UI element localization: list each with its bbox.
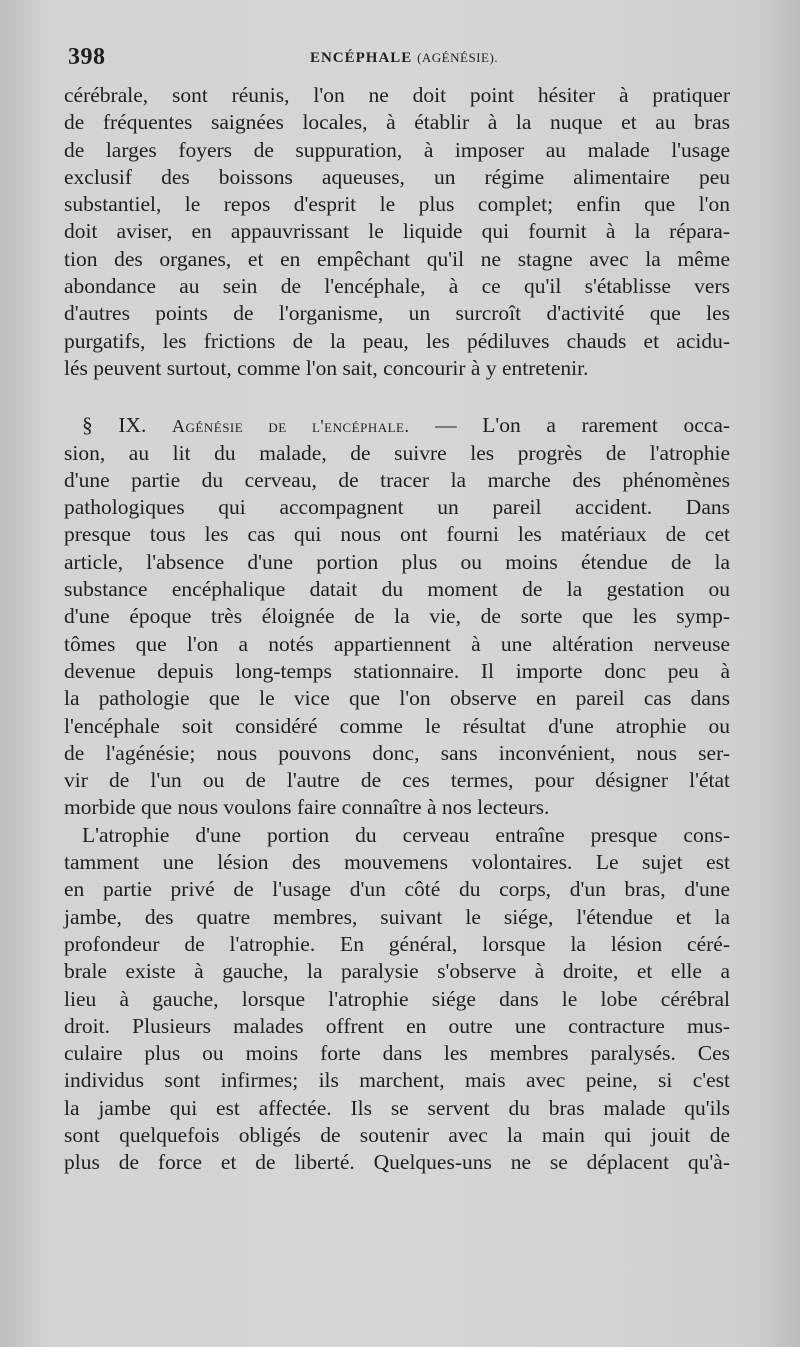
text-line: droit. Plusieurs malades offrent en outre une contracture mus-	[64, 1013, 730, 1038]
text-line: d'autres points de l'organisme, un surcroît d'activité que les	[64, 301, 730, 326]
text-line: abondance au sein de l'encéphale, à ce qu'il s'établisse vers	[64, 274, 730, 299]
text-line: substance encéphalique datait du moment de la gestation ou	[64, 577, 730, 602]
section-heading-line	[64, 412, 730, 439]
text-line: en partie privé de l'usage d'un côté du corps, d'un bras, d'une	[64, 877, 730, 902]
text-line: la pathologie que le vice que l'on observe en pareil cas dans	[64, 686, 730, 711]
page-header	[68, 44, 740, 78]
text-line: tion des organes, et en empêchant qu'il ne stagne avec la même	[64, 246, 730, 271]
section-first-text: L'on a rarement occa-	[482, 413, 731, 438]
text-line: culaire plus ou moins forte dans les membres paralysés. Ces	[64, 1041, 730, 1066]
text-line: article, l'absence d'une portion plus ou moins étendue de la	[64, 549, 730, 574]
text-line: doit aviser, en appauvrissant le liquide qui fournit à la répara-	[64, 219, 730, 244]
text-line: purgatifs, les frictions de la peau, les pédiluves chauds et acidu-	[64, 328, 730, 353]
text-line: d'une époque très éloignée de la vie, de sorte que les symp-	[64, 604, 730, 629]
section-dash: —	[435, 413, 457, 438]
section-ix	[64, 412, 730, 821]
text-line: de larges foyers de suppuration, à imposer au malade l'usage	[64, 137, 730, 162]
running-subtitle: (AGÉNÉSIE).	[417, 50, 499, 65]
running-head	[68, 50, 740, 67]
text-line: vir de l'un ou de l'autre de ces termes, pour désigner l'état	[64, 768, 730, 793]
text-line: morbide que nous voulons faire connaître à nos lecteurs.	[64, 795, 550, 820]
paragraph-3	[64, 822, 730, 1177]
text-line: substantiel, le repos d'esprit le plus complet; enfin que l'on	[64, 192, 730, 217]
text-line: pathologiques qui accompagnent un pareil accident. Dans	[64, 495, 730, 520]
text-line: lieu à gauche, lorsque l'atrophie siége dans le lobe cérébral	[64, 986, 730, 1011]
section-gap	[64, 382, 730, 412]
text-line: individus sont infirmes; ils marchent, mais avec peine, si c'est	[64, 1068, 730, 1093]
text-line: de l'agénésie; nous pouvons donc, sans inconvénient, nous ser-	[64, 740, 730, 765]
text-line: profondeur de l'atrophie. En général, lorsque la lésion céré-	[64, 931, 730, 956]
text-line: lés peuvent surtout, comme l'on sait, concourir à y entretenir.	[64, 355, 589, 380]
text-line: sion, au lit du malade, de suivre les progrès de l'atrophie	[64, 440, 730, 465]
text-line: cérébrale, sont réunis, l'on ne doit point hésiter à pratiquer	[64, 83, 730, 107]
text-line: plus de force et de liberté. Quelques-uns ne se déplacent qu'à-	[64, 1150, 730, 1175]
text-line: tamment une lésion des mouvemens volontaires. Le sujet est	[64, 850, 730, 875]
text-line: d'une partie du cerveau, de tracer la marche des phénomènes	[64, 467, 730, 492]
text-line: de fréquentes saignées locales, à établir à la nuque et au bras	[64, 110, 730, 135]
text-line: presque tous les cas qui nous ont fourni les matériaux de cet	[64, 522, 730, 547]
text-line: jambe, des quatre membres, suivant le siége, l'étendue et la	[64, 904, 730, 929]
body-text	[64, 82, 730, 1177]
text-line: la jambe qui est affectée. Ils se servent du bras malade qu'ils	[64, 1095, 730, 1120]
text-line: tômes que l'on a notés appartiennent à une altération nerveuse	[64, 631, 730, 656]
text-line: l'encéphale soit considéré comme le résultat d'une atrophie ou	[64, 713, 730, 738]
running-title: ENCÉPHALE	[309, 50, 413, 66]
text-line: devenue depuis long-temps stationnaire. Il importe donc peu à	[64, 658, 730, 683]
text-line: L'atrophie d'une portion du cerveau entraîne presque cons-	[82, 822, 730, 847]
text-line: brale existe à gauche, la paralysie s'observe à droite, et elle a	[64, 959, 730, 984]
text-line: exclusif des boissons aqueuses, un régime alimentaire peu	[64, 164, 730, 189]
text-line: sont quelquefois obligés de soutenir avec la main qui jouit de	[64, 1122, 730, 1147]
paragraph-1	[64, 82, 730, 382]
page-number: 398	[68, 44, 106, 70]
section-number: § IX.	[82, 413, 147, 438]
section-title: Agénésie de l'encéphale.	[172, 416, 410, 437]
